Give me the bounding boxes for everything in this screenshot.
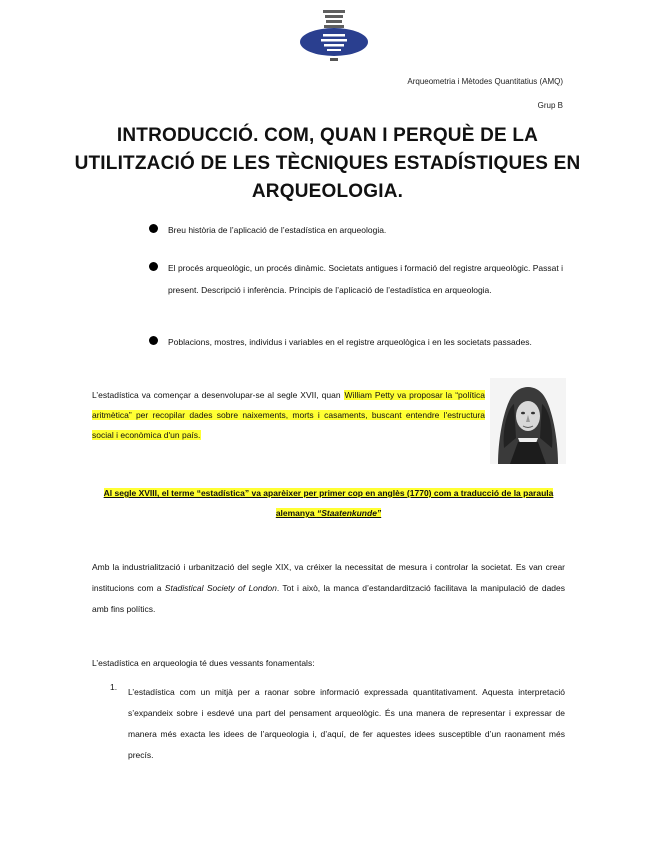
university-logo [299, 6, 369, 66]
list-number: 1. [110, 682, 118, 692]
group-label: Grup B [537, 101, 563, 110]
vessants-intro: L’estadística en arqueologia té dues vessants fonamentals: [92, 658, 315, 668]
bullet-dot [149, 336, 158, 345]
bullet-item: Poblacions, mostres, individus i variables en el registre arqueològica i en les societats passades. [168, 337, 532, 347]
xviii-italic: “Staatenkunde” [316, 508, 382, 518]
bullet-item: El procés arqueològic, un procés dinàmic. Societats antigues i formació del registre arqueològic. Passat i present. Descripció i inferència. Principis de l’aplicació de l’estadística en arqueologia. [168, 263, 563, 295]
industrial-italic: Stadistical Society of London [164, 583, 277, 593]
petty-text: L’estadística va començar a desenvolupar-se al segle XVII, quan [92, 390, 344, 400]
xviii-text-main: Al segle XVIII, el terme “estadística” va aparèixer per primer cop en anglès (1770) com a traducció de la paraula alemanya [103, 488, 554, 518]
bullet-dot [149, 262, 158, 271]
xviii-text [104, 488, 554, 518]
industrial-paragraph [92, 557, 565, 620]
petty-highlight: William Petty va proposar la “política aritmètica” per recopilar dades sobre naixements, morts i casaments, buscant entendre l'estructura social i econòmica d'un país. [92, 390, 485, 440]
william-petty-portrait [490, 378, 566, 464]
page-title: INTRODUCCIÓ. COM, QUAN I PERQUÈ DE LA UTILITZACIÓ DE LES TÈCNIQUES ESTADÍSTIQUES EN ARQUEOLOGIA. [74, 125, 581, 202]
industrial-text-1: Amb la industrialització i urbanització del segle XIX, va créixer la necessitat de mesura i controlar la societat. Es van crear institucions com a [92, 562, 565, 593]
industrial-text-2: . Tot i això, la manca d’estandardització facilitava la manipulació de dades amb fins polítics. [92, 583, 566, 614]
xviii-paragraph [92, 483, 565, 523]
numbered-item: L’estadística com un mitjà per a raonar sobre informació expressada quantitativament. Aquesta interpretació s’expandeix sobre i esdevé una part del pensament arqueològic. És una manera de representar i expressar de manera més exacta les idees de l’arqueologia i, d’aquí, de fer aquestes idees susceptible d’un raonament més precís. [128, 687, 565, 760]
course-header: Arqueometria i Mètodes Quantitatius (AMQ) [407, 77, 563, 86]
bullet-item: Breu història de l’aplicació de l’estadística en arqueologia. [168, 225, 387, 235]
petty-paragraph [92, 385, 485, 445]
bullet-dot [149, 224, 158, 233]
